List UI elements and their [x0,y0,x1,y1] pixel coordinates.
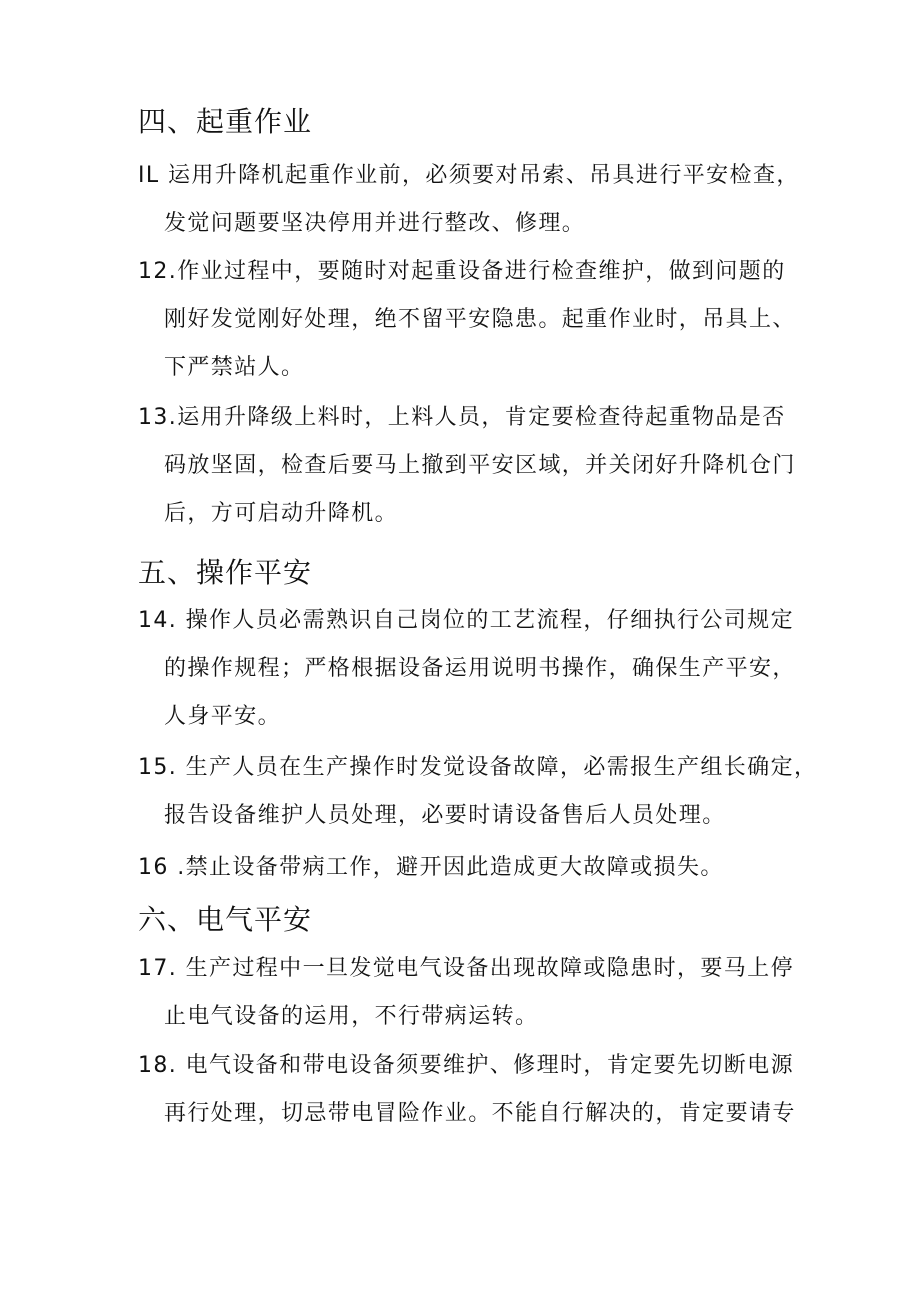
item-text: 运用升降级上料时，上料人员，肯定要检查待起重物品是否 [177,405,786,430]
item-text: 人身平安。 [164,704,282,729]
item-text: 操作人员必需熟识自己岗位的工艺流程，仔细执行公司规定 [177,608,794,633]
list-item-13 [138,394,798,538]
item-text: 生产过程中一旦发觉电气设备出现故障或隐患时，要马上停 [177,956,794,981]
item-text: 电气设备和带电设备须要维护、修理时，肯定要先切断电源 [177,1053,794,1078]
item-number: 12. [138,259,178,284]
item-text: 报告设备维护人员处理，必要时请设备售后人员处理。 [164,803,726,828]
list-item-18 [138,1042,798,1138]
item-text: 刚好发觉刚好处理，绝不留平安隐患。起重作业时，吊具上、 [164,307,796,332]
item-number: 16 [138,855,169,880]
list-item-14 [138,597,798,741]
list-item-15 [138,744,818,840]
item-text: 作业过程中，要随时对起重设备进行检查维护，做到问题的 [177,259,786,284]
item-text: 码放坚固，检查后要马上撤到平安区域，并关闭好升降机仓门 [164,453,796,478]
item-number: 18. [138,1053,178,1078]
section-heading-electrical-safety: 六、电气平安 [138,903,313,936]
item-text: .禁止设备带病工作，避开因此造成更大故障或损失。 [168,855,724,880]
item-text: 下严禁站人。 [164,355,305,380]
item-number: 14. [138,608,178,633]
item-text: 止电气设备的运用，不行带病运转。 [164,1004,539,1029]
item-text: 运用升降机起重作业前，必须要对吊索、吊具进行平安检查， [159,163,800,188]
item-text: 发觉问题要坚决停用并进行整改、修理。 [164,211,586,236]
item-text: 生产人员在生产操作时发觉设备故障，必需报生产组长确定， [177,755,818,780]
list-item-16 [138,844,798,892]
section-heading-operation-safety: 五、操作平安 [138,556,313,589]
item-text: 后，方可启动升降机。 [164,501,399,526]
item-text: 再行处理，切忌带电冒险作业。不能自行解决的，肯定要请专 [164,1101,796,1126]
item-number: IL [138,163,160,188]
section-heading-lifting: 四、起重作业 [138,105,313,138]
item-number: 15. [138,755,178,780]
item-text: 的操作规程；严格根据设备运用说明书操作，确保生产平安， [164,656,796,681]
item-number: 13. [138,405,178,430]
list-item-12 [138,248,798,392]
list-item-11 [138,152,798,248]
list-item-17 [138,945,798,1041]
item-number: 17. [138,956,178,981]
